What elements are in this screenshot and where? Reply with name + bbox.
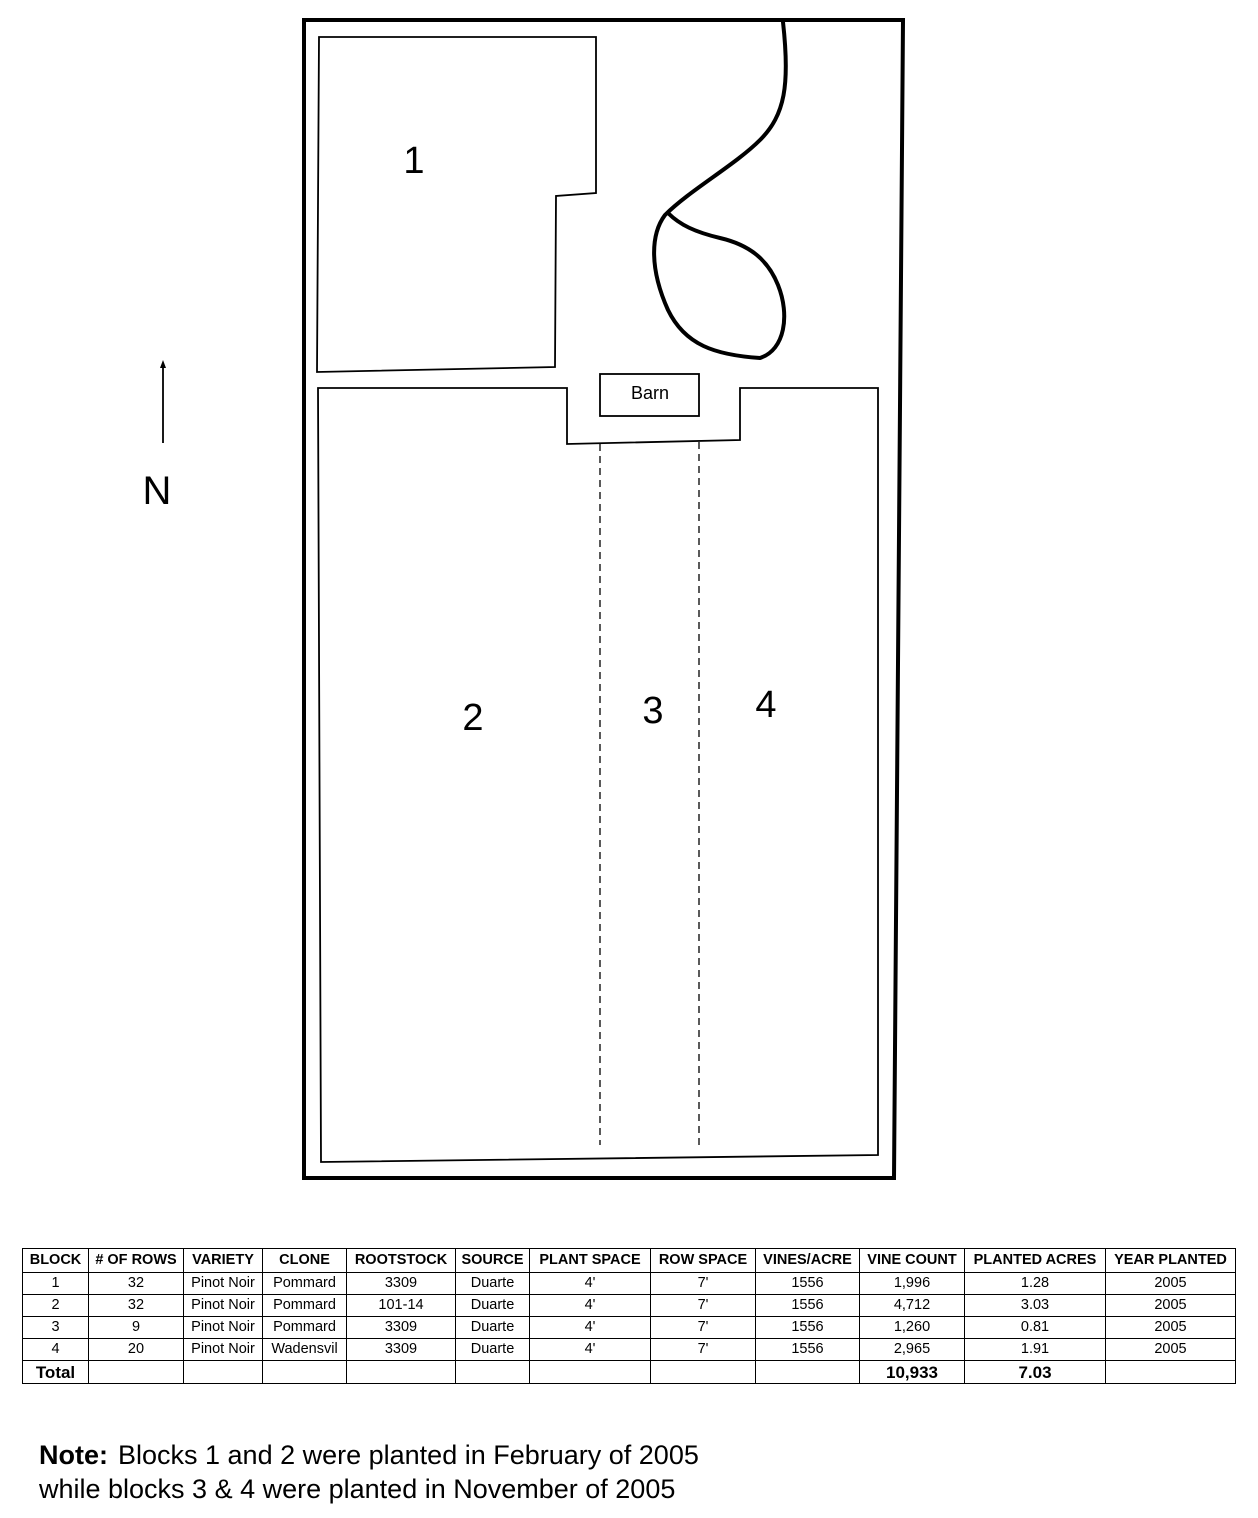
table-cell: 7' (651, 1295, 756, 1317)
table-cell: 101-14 (347, 1295, 456, 1317)
table-cell: Duarte (456, 1295, 530, 1317)
header-vines-per-acre: VINES/ACRE (756, 1249, 860, 1273)
header-variety: VARIETY (184, 1249, 263, 1273)
table-cell: 3 (23, 1317, 89, 1339)
header-source: SOURCE (456, 1249, 530, 1273)
table-cell (184, 1361, 263, 1384)
table-cell: 4,712 (860, 1295, 965, 1317)
table-cell: 4' (530, 1295, 651, 1317)
block-4-label: 4 (755, 684, 777, 726)
table-header-row (23, 1249, 1236, 1273)
table-cell: Pinot Noir (184, 1317, 263, 1339)
table-cell (1106, 1361, 1236, 1384)
table-cell: 9 (89, 1317, 184, 1339)
table-cell (347, 1361, 456, 1384)
header-block: BLOCK (23, 1249, 89, 1273)
barn-label: Barn (630, 383, 670, 403)
note-text-2: while blocks 3 & 4 were planted in November of 2005 (39, 1474, 676, 1504)
table-row (23, 1317, 1236, 1339)
block-2-label: 2 (462, 697, 484, 739)
property-boundary (304, 20, 903, 1178)
block-3-label: 3 (642, 690, 664, 732)
table-cell: 4' (530, 1317, 651, 1339)
table-cell: 1.28 (965, 1273, 1106, 1295)
header-plant-space: PLANT SPACE (530, 1249, 651, 1273)
lower-field-outline (318, 388, 878, 1162)
table-cell: Pinot Noir (184, 1339, 263, 1361)
table-cell: Wadensvil (263, 1339, 347, 1361)
table-cell: 20 (89, 1339, 184, 1361)
note-label: Note: (39, 1440, 108, 1470)
table-cell: 1.91 (965, 1339, 1106, 1361)
table-cell: 3.03 (965, 1295, 1106, 1317)
table-cell: 1 (23, 1273, 89, 1295)
table-cell: 4' (530, 1339, 651, 1361)
north-arrow-icon (160, 360, 166, 443)
table-cell: 2 (23, 1295, 89, 1317)
header-rootstock: ROOTSTOCK (347, 1249, 456, 1273)
table-row (23, 1273, 1236, 1295)
table-cell: 1,996 (860, 1273, 965, 1295)
table-cell: Duarte (456, 1317, 530, 1339)
block-summary-table (22, 1248, 1236, 1384)
table-cell: Duarte (456, 1273, 530, 1295)
note-line-2 (39, 1472, 699, 1506)
table-cell: 32 (89, 1273, 184, 1295)
table-cell: 1556 (756, 1339, 860, 1361)
header-planted-acres: PLANTED ACRES (965, 1249, 1106, 1273)
table-cell: Pinot Noir (184, 1295, 263, 1317)
table-cell: 7' (651, 1273, 756, 1295)
header-vine-count: VINE COUNT (860, 1249, 965, 1273)
table-cell: 2005 (1106, 1339, 1236, 1361)
table-cell: Pommard (263, 1295, 347, 1317)
planting-note (39, 1438, 699, 1506)
table-cell: 3309 (347, 1273, 456, 1295)
block-1-label: 1 (403, 140, 425, 182)
header-year-planted: YEAR PLANTED (1106, 1249, 1236, 1273)
table-cell: 0.81 (965, 1317, 1106, 1339)
table-cell: 3309 (347, 1317, 456, 1339)
table-cell: 32 (89, 1295, 184, 1317)
table-cell: 7' (651, 1317, 756, 1339)
note-text-1: Blocks 1 and 2 were planted in February of 2005 (118, 1440, 699, 1470)
table-cell: 2005 (1106, 1295, 1236, 1317)
stream-pond (654, 22, 786, 358)
table-cell: Pommard (263, 1273, 347, 1295)
table-cell: 4' (530, 1273, 651, 1295)
table-cell: 3309 (347, 1339, 456, 1361)
table-cell (651, 1361, 756, 1384)
table-cell: 1,260 (860, 1317, 965, 1339)
table-cell (756, 1361, 860, 1384)
table-cell: 1556 (756, 1317, 860, 1339)
header-row-space: ROW SPACE (651, 1249, 756, 1273)
table-row (23, 1339, 1236, 1361)
table-cell: Duarte (456, 1339, 530, 1361)
table-cell (89, 1361, 184, 1384)
block-1-outline (317, 37, 596, 372)
table-cell (263, 1361, 347, 1384)
table-cell: 1556 (756, 1295, 860, 1317)
header-rows: # OF ROWS (89, 1249, 184, 1273)
table-row (23, 1295, 1236, 1317)
table-cell: 1556 (756, 1273, 860, 1295)
total-label: Total (23, 1361, 89, 1384)
table-total-row (23, 1361, 1236, 1384)
table-cell: 2005 (1106, 1273, 1236, 1295)
header-clone: CLONE (263, 1249, 347, 1273)
table-cell: 4 (23, 1339, 89, 1361)
table-cell (530, 1361, 651, 1384)
table-cell: 2,965 (860, 1339, 965, 1361)
note-line-1 (39, 1438, 699, 1472)
table-cell (456, 1361, 530, 1384)
table-cell: 7' (651, 1339, 756, 1361)
table-cell: Pommard (263, 1317, 347, 1339)
north-label: N (142, 469, 172, 513)
total-planted-acres: 7.03 (965, 1361, 1106, 1384)
table-cell: Pinot Noir (184, 1273, 263, 1295)
table-cell: 2005 (1106, 1317, 1236, 1339)
total-vine-count: 10,933 (860, 1361, 965, 1384)
